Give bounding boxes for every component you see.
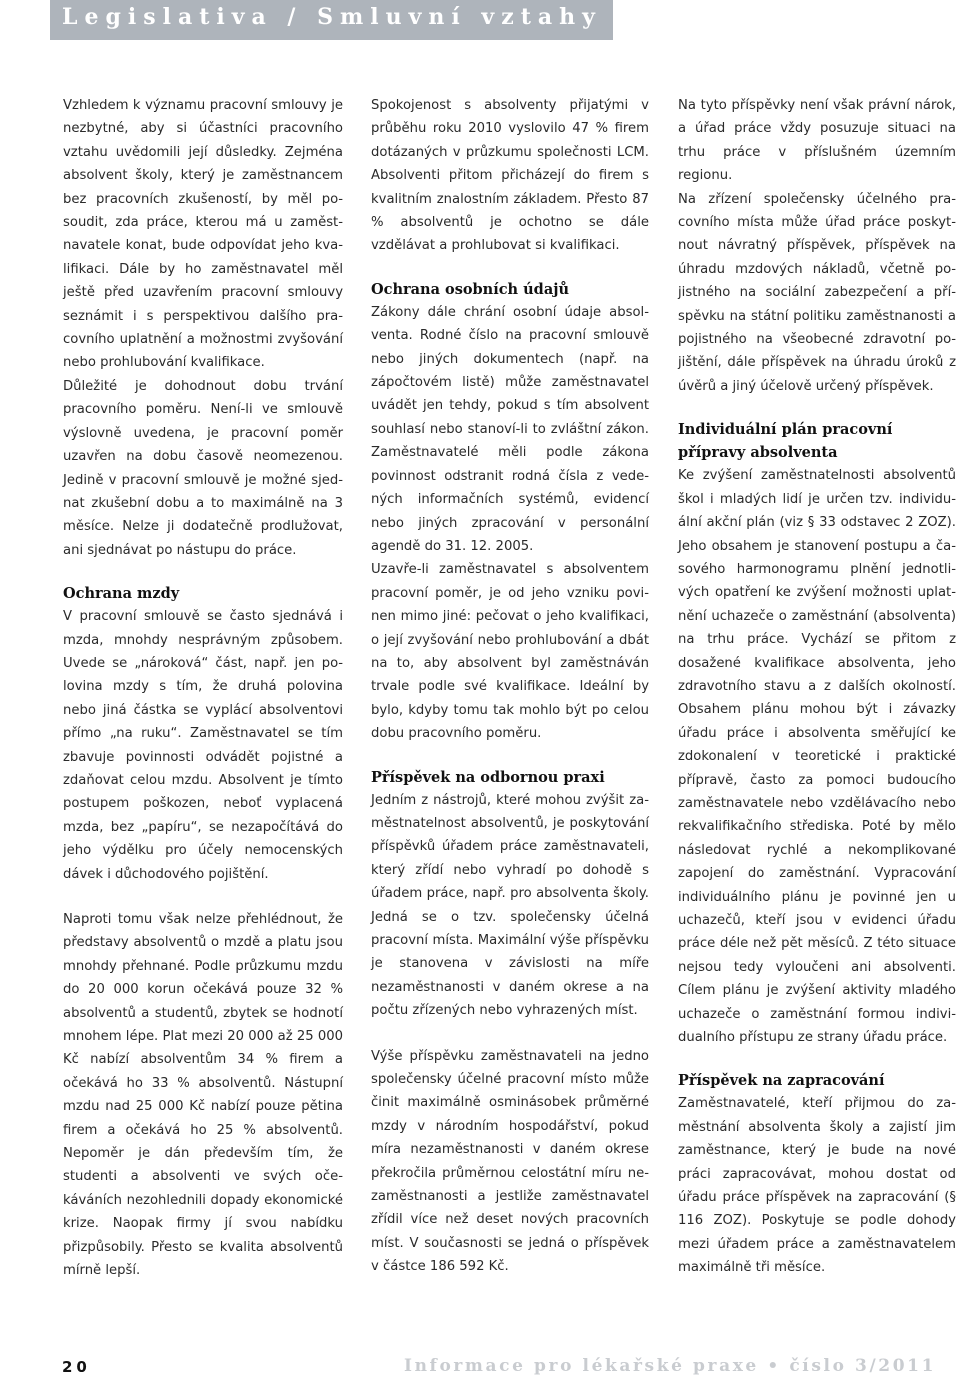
text-column-1 xyxy=(63,94,343,1283)
paragraph: Zaměstnavatelé, kteří přijmou do zaměstnání absolventa školy a zajistí jim zaměstnance, který je bude na nové práci zapracovávat, mohou dostat od úřadu práce příspěvek na zapracování (§ 116 ZOZ). Poskytuje se podle dohody mezi úřadem práce a zaměstnavatelem maximálně tři měsíce. xyxy=(678,1096,956,1276)
paragraph: Ke zvýšení zaměstnatelnosti absolventů škol i mladých lidí je určen tzv. individuální akční plán (viz § 33 odstavec 2 ZOZ). Jeho obsahem je stanovení postupu a časového harmonogramu plnění jednotlivých opatření ke zvýšení možnosti uplatnění uchazeče o zaměstnání (absolventa) na trhu práce. Vychází se přitom z dosažené kvalifikace absolventa, jeho zdravotního stavu a z dalších okolností. Obsahem plánu mohou být i závazky úřadu práce i absolventa směřující ke zdokonalení v teoretické i praktické přípravě, často za pomoci budoucího zaměstnavatele nebo vzdělávacího nebo rekvalifikačního střediska. Poté by mělo následovat rychlé a nekomplikované zapojení do zaměstnání. Vypracování individuálního plánu je povinné jen u uchazečů, kteří jsou v evidenci úřadu práce déle než pět měsíců. Z této situace nejsou tedy vyloučeni ani absolventi. Cílem plánu je zvýšení aktivity mladého uchazeče o zaměstnání formou individualního přístupu ze strany úřadu práce. xyxy=(678,468,956,1046)
paragraph: Naproti tomu však nelze přehlédnout, že představy absolventů o mzdě a platu jsou mnohdy přehnané. Podle průzkumu mzdu do 20 000 korun očekává pouze 32 % absolventů a studentů, zbytek se hodnotí mnohem lépe. Plat mezi 20 000 až 25 000 Kč nabízí absolventům 34 % firem a očekává ho 33 % absolventů. Nástupní mzdu nad 25 000 Kč nabízí pouze pětina firem a očekává ho 25 % absolventů. Nepoměr je dán především tím, že studenti a absolventi ve svých očekáváních nezohlednili dopady ekonomické krize. Naopak firmy jí svou nabídku přizpůsobily. Přesto se kvalita absolventů mírně lepší. xyxy=(63,912,343,1279)
section-heading: Příspěvek na odbornou praxi xyxy=(371,768,605,786)
text-column-3 xyxy=(678,94,956,1280)
header-band xyxy=(50,0,613,40)
publication-footer: Informace pro lékařské praxe • číslo 3/2011 xyxy=(404,1356,936,1376)
text-column-2 xyxy=(371,94,649,1279)
paragraph: Na zřízení společensky účelného pracovního místa může úřad práce poskytnout návratný příspěvek, příspěvek na úhradu mzdových nákladů, včetně pojistného na sociální zabezpečení a příspěvku na státní politiku zaměstnanosti a pojistného na všeobecné zdravotní pojištění, dále příspěvek na úhradu úroků z úvěrů a jiný účelově určený příspěvek. xyxy=(678,191,956,394)
section-title: Legislativa / Smluvní vztahy xyxy=(62,4,602,30)
section-heading: Ochrana mzdy xyxy=(63,585,180,603)
paragraph: Důležité je dohodnout dobu trvání pracovního poměru. Není-li ve smlouvě výslovně uvedena, je pracovní poměr uzavřen na dobu časově neomezenou. Jedině v pracovní smlouvě je možné sjednat zkušební dobu a to maximálně na 3 měsíce. Nelze ji dodatečně prodlužovat, ani sjednávat po nástupu do práce. xyxy=(63,378,343,558)
paragraph: Jedním z nástrojů, které mohou zvýšit zaměstnatelnost absolventů, je poskytování příspěvků úřadem práce zaměstnavateli, který zřídí nebo vyhradí po dohodě s úřadem práce, např. pro absolventa školy. Jedná se o tzv. společensky účelná pracovní místa. Maximální výše příspěvku je stanovena v závislosti na míře nezaměstnanosti v daném okrese a na počtu zřízených nebo vyhrazených míst. xyxy=(371,792,649,1019)
page-number: 20 xyxy=(62,1358,91,1376)
paragraph: Na tyto příspěvky není však právní nárok, a úřad práce vždy posuzuje situaci na trhu práce v příslušném územním regionu. xyxy=(678,98,956,184)
paragraph: Uzavře-li zaměstnavatel s absolventem pracovní poměr, je od jeho vzniku povinen mimo jiné: pečovat o jeho kvalifikaci, o její zvyšování nebo prohlubování a dbát na to, aby absolvent byl zaměstnáván trvale podle své kvalifikace. Ideální by bylo, kdyby tomu tak mohlo být po celou dobu pracovního poměru. xyxy=(371,562,649,742)
section-heading: Ochrana osobních údajů xyxy=(371,280,570,298)
section-heading: Individuální plán pracovní přípravy absolventa xyxy=(678,421,893,462)
section-heading: Příspěvek na zapracování xyxy=(678,1072,885,1090)
paragraph: Spokojenost s absolventy přijatými v průběhu roku 2010 vyslovilo 47 % firem dotázaných v průzkumu společnosti LCM. Absolventi přitom přicházejí do firem s kvalitním znalostním základem. Přesto 87 % absolventů je ochotno se dále vzdělávat a prohlubovat si kvalifikaci. xyxy=(371,98,649,254)
paragraph: Vzhledem k významu pracovní smlouvy je nezbytné, aby si účastníci pracovního vztahu uvědomili její důsledky. Zejména absolvent školy, který je zaměstnancem bez pracovních zkušeností, by měl posoudit, zda práce, kterou má u zaměstnavatele konat, bude odpovídat jeho kvalifikaci. Dále by ho zaměstnavatel měl ještě před uzavřením pracovní smlouvy seznámit i s perspektivou dalšího pracovního uplatnění a možnostmi zvyšování nebo prohlubování kvalifikace. xyxy=(63,98,343,371)
paragraph: Výše příspěvku zaměstnavateli na jedno společensky účelné pracovní místo může činit maximálně osminásobek průměrné mzdy v národním hospodářství, pokud míra nezaměstnanosti v daném okrese překročila průměrnou celostátní míru nezaměstnanosti a jestliže zaměstnavatel zřídil více než deset nových pracovních míst. V současnosti se jedná o příspěvek v částce 186 592 Kč. xyxy=(371,1048,649,1275)
paragraph: V pracovní smlouvě se často sjednává i mzda, mnohdy nesprávným způsobem. Uvede se „nároková“ část, např. jen polovina mzdy s tím, že druhá polovina nebo jiná částka se vyplácí absolventovi přímo „na ruku“. Zaměstnavatel se tím zbavuje povinnosti odvádět pojistné a zdaňovat celou mzdu. Absolvent je tímto postupem poškozen, neboť vyplacená mzda, bez „papíru“, se nezapočítává do jeho výdělku pro účely nemocenských dávek i důchodového pojištění. xyxy=(63,609,343,882)
paragraph: Zákony dále chrání osobní údaje absolventa. Rodné číslo na pracovní smlouvě nebo jiných dokumentech (např. na zápočtovém listě) může zaměstnavatel uvádět jen tehdy, pokud s tím absolvent souhlasí nebo stanoví-li to zvláštní zákon. Zaměstnavatelé měli podle zákona povinnost odstranit rodná čísla z vedených informačních systémů, evidencí nebo jiných zpracování v personální agendě do 31. 12. 2005. xyxy=(371,304,649,554)
